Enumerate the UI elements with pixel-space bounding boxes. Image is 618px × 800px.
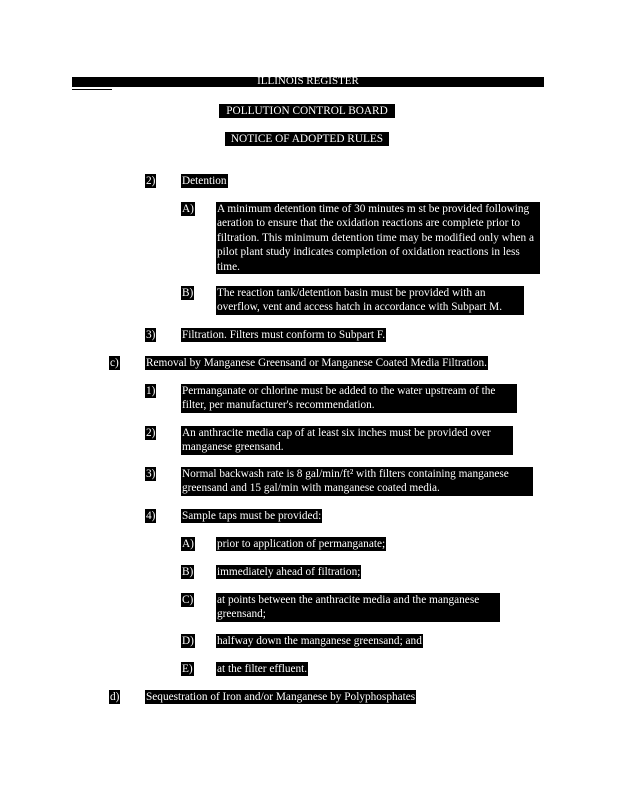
paragraph-detention-time: A minimum detention time of 30 minutes m st be provided following aeration to ensure that the oxidation reactions are complete prior to filtration. This minimum detention time may be modified only when a pilot plant study indicates completion of oxidation reactions in less time. (216, 202, 540, 274)
item-number: B) (182, 287, 194, 299)
register-title: ILLINOIS REGISTER (257, 75, 359, 87)
item-number: 2) (146, 427, 156, 439)
item-number: E) (182, 663, 193, 675)
item-number: 3) (146, 329, 156, 341)
item-number: c) (110, 357, 119, 369)
item-number: d) (110, 691, 120, 703)
sample-tap-item: halfway down the manganese greensand; and (217, 635, 422, 647)
item-number: D) (182, 635, 194, 647)
item-number: A) (182, 203, 194, 215)
section-heading-detention: Detention (182, 175, 227, 187)
paragraph-anthracite-cap: An anthracite media cap of at least six inches must be provided over manganese greensand. (181, 426, 513, 455)
header-rule-fragment (72, 89, 112, 90)
notice-title: NOTICE OF ADOPTED RULES (225, 132, 389, 146)
paragraph-backwash-rate: Normal backwash rate is 8 gal/min/ft² with filters containing manganese greensand and 15 gal/min with manganese coated media. (181, 467, 533, 496)
sample-tap-item: prior to application of permanganate; (217, 538, 386, 550)
item-number: B) (182, 566, 194, 578)
board-title: POLLUTION CONTROL BOARD (219, 104, 395, 118)
item-number: A) (182, 538, 194, 550)
paragraph-reaction-tank: The reaction tank/detention basin must be provided with an overflow, vent and access hatch in accordance with Subpart M. (216, 286, 524, 315)
section-heading-polyphosphates: Sequestration of Iron and/or Manganese by Polyphosphates (146, 691, 416, 703)
paragraph-sample-taps: Sample taps must be provided: (182, 510, 322, 522)
sample-tap-item: at the filter effluent. (217, 663, 308, 675)
item-number: 1) (146, 385, 156, 397)
sample-tap-item: at points between the anthracite media and the manganese greensand; (216, 593, 500, 622)
section-heading-greensand: Removal by Manganese Greensand or Manganese Coated Media Filtration. (146, 357, 488, 369)
item-number: C) (182, 594, 194, 606)
paragraph-permanganate: Permanganate or chlorine must be added to the water upstream of the filter, per manufacturer's recommendation. (181, 384, 517, 413)
register-header-bar (72, 77, 544, 87)
paragraph-filtration: Filtration. Filters must conform to Subpart F. (182, 329, 386, 341)
item-number: 3) (146, 468, 156, 480)
item-number: 2) (146, 175, 156, 187)
sample-tap-item: immediately ahead of filtration; (217, 566, 361, 578)
item-number: 4) (146, 510, 156, 522)
